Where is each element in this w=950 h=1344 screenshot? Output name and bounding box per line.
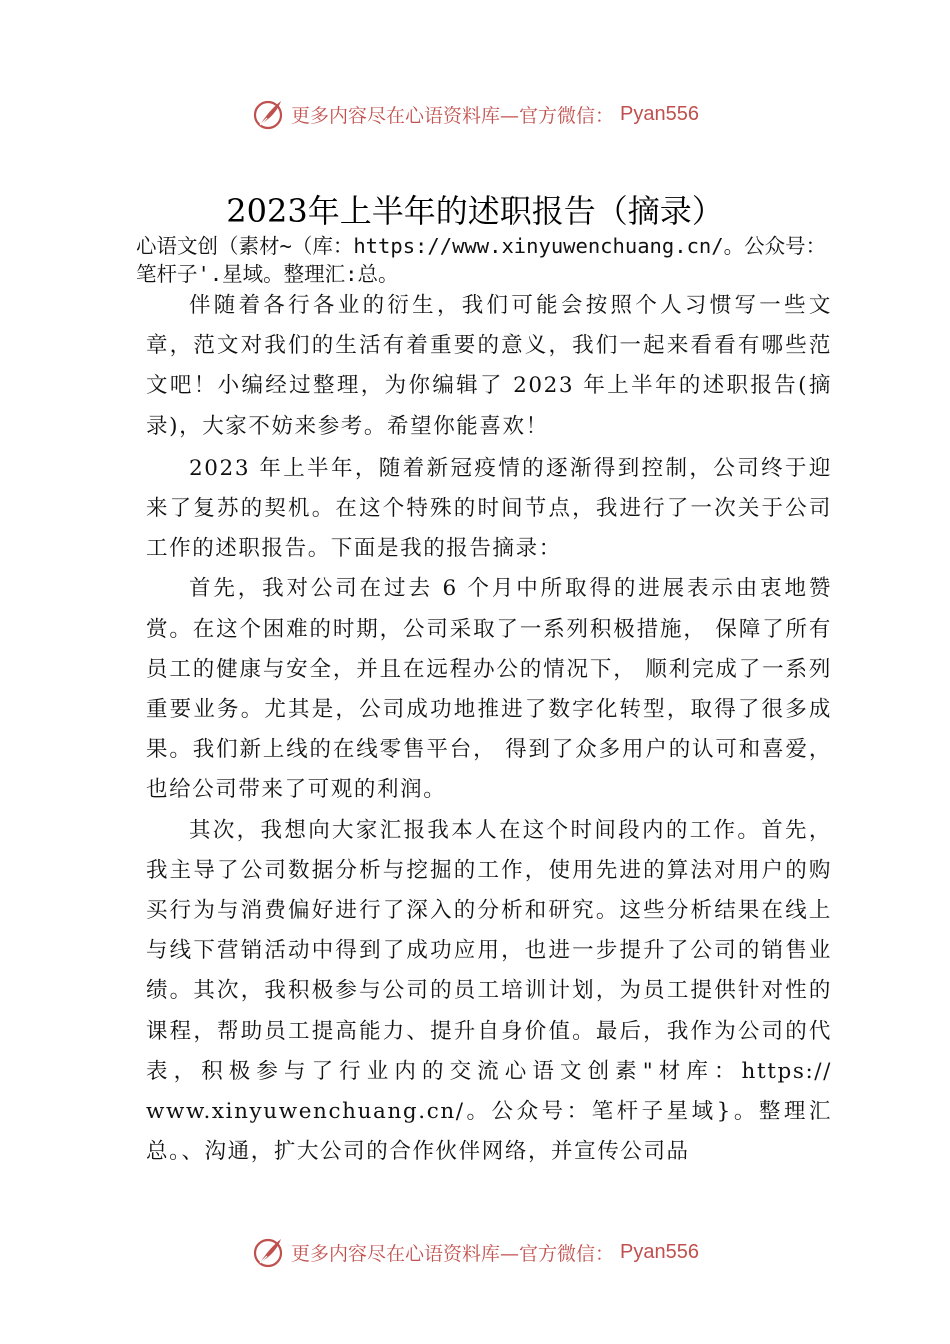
footer-banner — [0, 1232, 950, 1272]
footer-banner-text: 更多内容尽在心语资料库—官方微信： — [291, 1242, 615, 1265]
header-banner — [0, 94, 950, 134]
paragraph: 2023 年上半年，随着新冠疫情的逐渐得到控制，公司终于迎来了复苏的契机。在这个特殊的时间节点，我进行了一次关于公司工作的述职报告。下面是我的报告摘录： — [146, 455, 832, 562]
paragraph: 伴随着各行各业的衍生，我们可能会按照个人习惯写一些文章，范文对我们的生活有着重要的意义，我们一起来看看有哪些范文吧！小编经过整理，为你编辑了 2023 年上半年的述职报告(摘录)，大家不妨来参考。希望你能喜欢！ — [146, 293, 832, 439]
paragraph: 首先，我对公司在过去 6 个月中所取得的进展表示由衷地赞赏。在这个困难的时期，公司采取了一系列积极措施， 保障了所有员工的健康与安全，并且在远程办公的情况下， 顺利完成了一系列重要业务。尤其是，公司成功地推进了数字化转型，取得了很多成果。我们新上线的在线零售平台， 得到了众多用户的认可和喜爱，也给公司带来了可观的利润。 — [146, 576, 832, 803]
paragraph: 其次，我想向大家汇报我本人在这个时间段内的工作。首先，我主导了公司数据分析与挖掘的工作，使用先进的算法对用户的购买行为与消费偏好进行了深入的分析和研究。这些分析结果在线上与线下营销活动中得到了成功应用，也进一步提升了公司的销售业绩。其次，我积极参与公司的员工培训计划，为员工提供针对性的课程，帮助员工提高能力、提升自身价值。最后，我作为公司的代表，积极参与了行业内的交流心语文创素"材库：https:// www.xinyuwenchuang.cn/。公众号：笔杆子星域}。整理汇总。、沟通，扩大公司的合作伙伴网络，并宣传公司品 — [146, 817, 832, 1165]
quill-pen-icon — [251, 97, 285, 131]
footer-banner-wechat-id: Pyan556 — [620, 1240, 699, 1263]
document-body — [146, 286, 832, 1172]
header-banner-text: 更多内容尽在心语资料库—官方微信： — [291, 104, 615, 127]
document-title: 2023年上半年的述职报告（摘录） — [226, 192, 724, 230]
quill-pen-icon — [251, 1235, 285, 1269]
header-banner-wechat-id: Pyan556 — [620, 102, 699, 125]
source-line: 心语文创（素材~（库：https://www.xinyuwenchuang.cn/。公众号：笔杆子'.星域。整理汇:总。 — [136, 234, 827, 286]
